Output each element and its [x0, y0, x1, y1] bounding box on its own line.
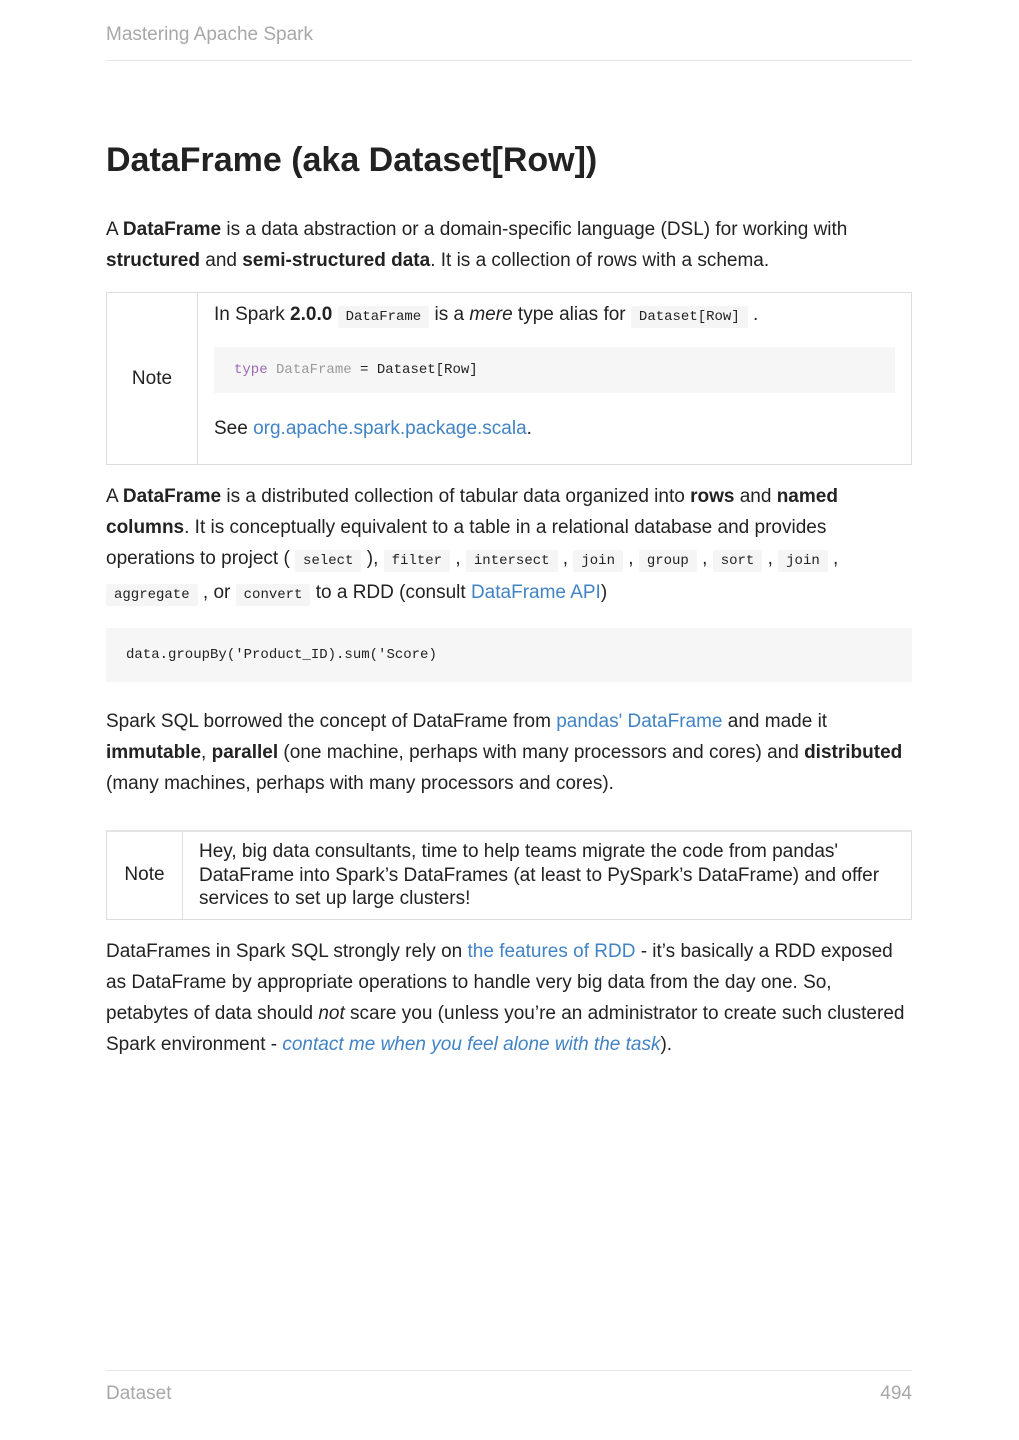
text: . It is a collection of rows with a schema. — [430, 250, 770, 271]
bold-text: 2.0.0 — [290, 304, 333, 325]
link[interactable]: org.apache.spark.package.scala — [253, 418, 527, 439]
bold-text: semi-structured data — [242, 250, 431, 271]
inline-code: intersect — [466, 550, 558, 572]
code-block: data.groupBy('Product_ID).sum('Score) — [106, 628, 912, 682]
text: See — [214, 418, 254, 439]
bold-text: DataFrame — [122, 486, 222, 507]
text: is a data abstraction or a domain-specific language (DSL) for working with — [221, 219, 848, 240]
text: (many machines, perhaps with many processors and cores). — [106, 773, 614, 794]
code-keyword: type — [234, 362, 268, 378]
inline-code: filter — [384, 550, 450, 572]
note-label: Note — [107, 293, 198, 464]
text: DataFrames in Spark SQL strongly rely on — [106, 940, 468, 962]
text: and made it — [722, 711, 828, 732]
text: , — [201, 742, 212, 763]
inline-code: Dataset[Row] — [631, 306, 748, 328]
link[interactable]: contact me when you feel alone with the task — [282, 1033, 661, 1055]
text: , — [696, 548, 713, 569]
text: type alias for — [512, 304, 631, 325]
text: In Spark — [214, 304, 291, 325]
text: , — [450, 548, 466, 569]
page-content — [106, 138, 912, 1060]
inline-code: DataFrame — [338, 306, 430, 328]
text: , — [622, 548, 639, 569]
inline-code: select — [295, 550, 361, 572]
bold-text: rows — [690, 486, 735, 507]
note-see-link-line — [214, 413, 895, 444]
consultants-note-box — [106, 830, 912, 920]
text: A — [106, 219, 123, 240]
note-label: Note — [107, 832, 183, 919]
text — [332, 304, 337, 325]
inline-code: join — [573, 550, 623, 572]
link[interactable]: pandas' DataFrame — [556, 711, 723, 732]
link[interactable]: DataFrame API — [470, 582, 601, 603]
bold-text: named columns — [106, 486, 838, 538]
bold-text: structured — [106, 250, 200, 271]
page-footer — [106, 1370, 912, 1405]
italic-text: mere — [469, 304, 513, 325]
text: - it’s basically a RDD exposed as DataFrame by appropriate operations to handle very big data from the day one. So, petabytes of data should — [106, 940, 893, 1024]
page-number: 494 — [880, 1383, 912, 1404]
text: , or — [197, 582, 236, 603]
text: . — [747, 304, 759, 325]
note-text: Hey, big data consultants, time to help teams migrate the code from pandas' DataFrame into Spark’s DataFrames (at least to PySpark’s DataFrame) and offer services to set up large clusters! — [199, 841, 880, 909]
text: . It is conceptually equivalent to a table in a relational database and provides operations to project ( — [106, 517, 827, 569]
text: . — [526, 418, 532, 439]
text: (one machine, perhaps with many processors and cores) and — [278, 742, 805, 763]
text: ) — [600, 582, 608, 603]
page-header — [106, 24, 912, 61]
note-code-block — [214, 347, 895, 393]
text: to a RDD (consult — [310, 582, 471, 603]
code-type: DataFrame — [276, 362, 352, 378]
text: and — [734, 486, 777, 507]
bold-text: distributed — [804, 742, 903, 763]
rdd-paragraph — [106, 936, 912, 1060]
bold-text: DataFrame — [122, 219, 222, 240]
page-title: DataFrame (aka Dataset[Row]) — [106, 141, 598, 179]
text: is a — [429, 304, 470, 325]
inline-code: aggregate — [106, 584, 198, 606]
text: , — [827, 548, 839, 569]
note-box — [106, 292, 912, 465]
text: and — [199, 250, 243, 271]
text: Spark SQL borrowed the concept of DataFrame from — [106, 711, 557, 732]
italic-text: not — [318, 1002, 345, 1024]
footer-section: Dataset — [106, 1383, 172, 1404]
intro-paragraph — [106, 214, 912, 276]
inline-code: group — [639, 550, 697, 572]
pandas-paragraph — [106, 706, 912, 799]
inline-code: sort — [713, 550, 763, 572]
text: ). — [660, 1033, 673, 1055]
inline-code: convert — [236, 584, 311, 606]
dataframe-description-paragraph — [106, 481, 912, 611]
text: ), — [361, 548, 384, 569]
text: scare you (unless you’re an administrator to create such clustered Spark environment - — [106, 1002, 905, 1055]
inline-code: join — [778, 550, 828, 572]
book-title: Mastering Apache Spark — [106, 24, 314, 45]
bold-text: parallel — [211, 742, 279, 763]
link[interactable]: the features of RDD — [467, 940, 636, 962]
text: , — [557, 548, 574, 569]
text: , — [762, 548, 779, 569]
code-rest: = Dataset[Row] — [351, 362, 478, 378]
note-text — [214, 299, 895, 333]
text: A — [106, 486, 123, 507]
text: is a distributed collection of tabular data organized into — [221, 486, 691, 507]
bold-text: immutable — [106, 742, 202, 763]
